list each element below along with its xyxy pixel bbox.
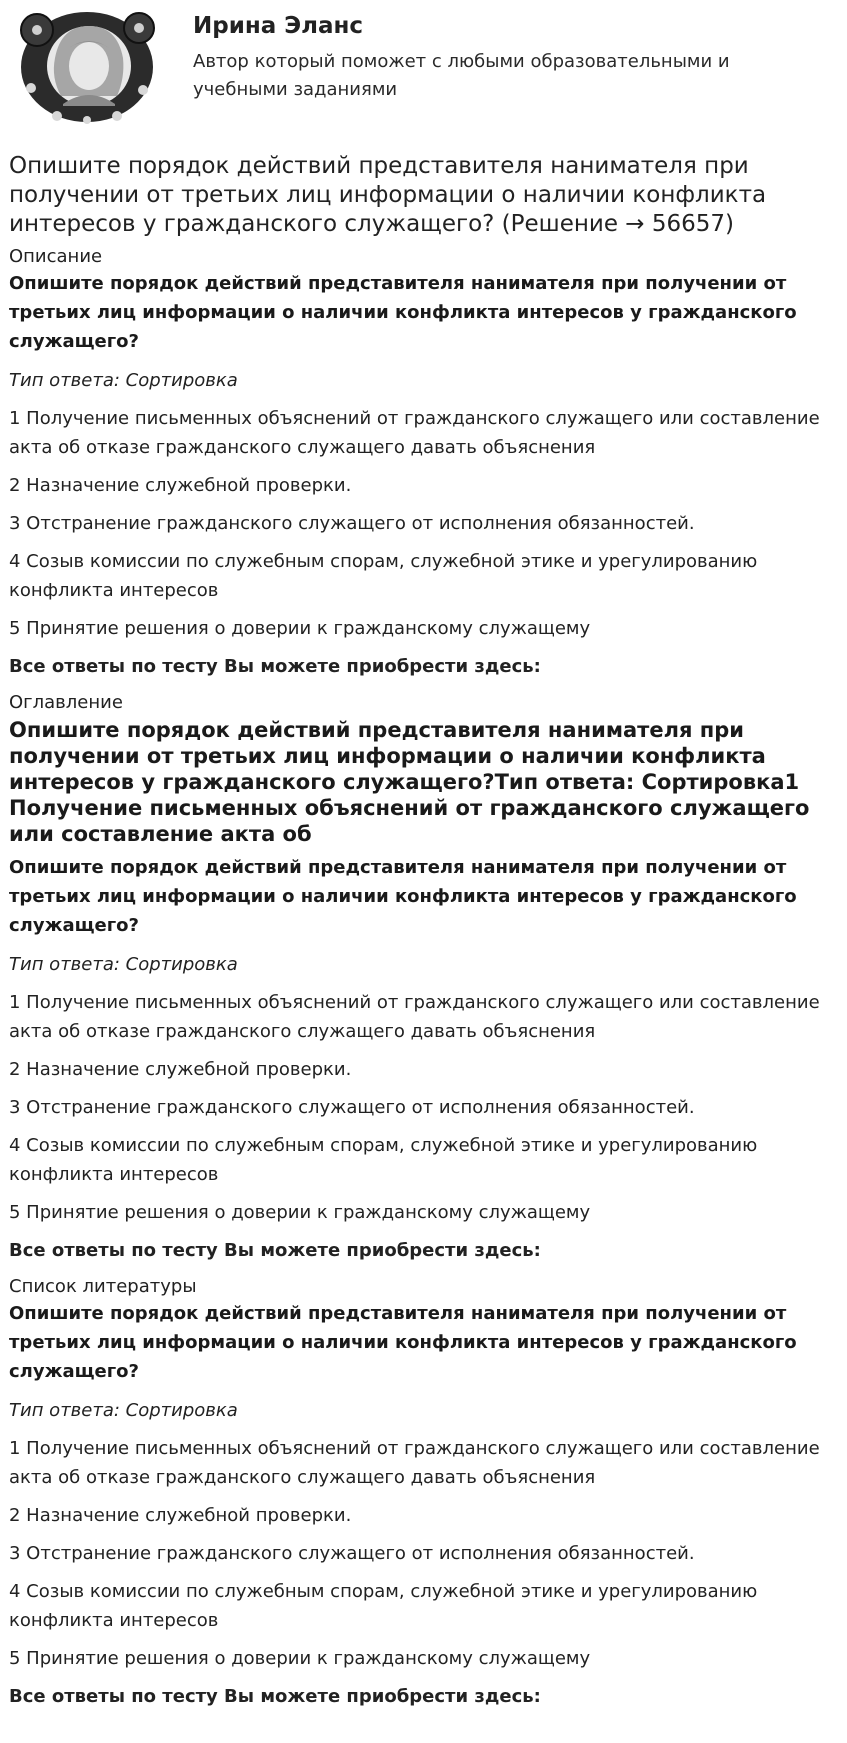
list-item: 2 Назначение служебной проверки. xyxy=(9,475,352,496)
buy-answers-text: Все ответы по тесту Вы можете приобрести здесь: xyxy=(9,1240,541,1261)
question-text: Опишите порядок действий представителя нанимателя при получении от третьих лиц информации о наличии конфликта интересов у гражданского служащего? xyxy=(9,273,797,352)
buy-answers-text: Все ответы по тесту Вы можете приобрести здесь: xyxy=(9,656,541,677)
list-item: 3 Отстранение гражданского служащего от исполнения обязанностей. xyxy=(9,1097,695,1118)
answer-type: Тип ответа: Сортировка xyxy=(9,954,238,975)
list-item: 1 Получение письменных объяснений от гражданского служащего или составление акта об отказе гражданского служащего давать объяснения xyxy=(9,408,820,458)
section-contents xyxy=(9,691,838,1265)
list-item: 2 Назначение служебной проверки. xyxy=(9,1059,352,1080)
author-card xyxy=(9,0,838,140)
list-item: 5 Принятие решения о доверии к гражданскому служащему xyxy=(9,1202,591,1223)
author-avatar[interactable] xyxy=(17,8,157,126)
section-bibliography xyxy=(9,1275,838,1711)
contents-heading: Опишите порядок действий представителя нанимателя при получении от третьих лиц информации о наличии конфликта интересов у гражданского служащего?Тип ответа: Сортировка1 Получение письменных объяснений от гражданского служащего или составление акта об xyxy=(9,718,810,846)
list-item: 4 Созыв комиссии по служебным спорам, служебной этике и урегулированию конфликта интересов xyxy=(9,551,758,601)
question-text: Опишите порядок действий представителя нанимателя при получении от третьих лиц информации о наличии конфликта интересов у гражданского служащего? xyxy=(9,857,797,936)
section-description xyxy=(9,245,838,681)
list-item: 5 Принятие решения о доверии к гражданскому служащему xyxy=(9,1648,591,1669)
list-item: 1 Получение письменных объяснений от гражданского служащего или составление акта об отказе гражданского служащего давать объяснения xyxy=(9,1438,820,1488)
list-item: 3 Отстранение гражданского служащего от исполнения обязанностей. xyxy=(9,1543,695,1564)
list-item: 4 Созыв комиссии по служебным спорам, служебной этике и урегулированию конфликта интересов xyxy=(9,1135,758,1185)
question-text: Опишите порядок действий представителя нанимателя при получении от третьих лиц информации о наличии конфликта интересов у гражданского служащего? xyxy=(9,1303,797,1382)
section-label: Оглавление xyxy=(9,692,123,713)
list-item: 2 Назначение служебной проверки. xyxy=(9,1505,352,1526)
answer-type: Тип ответа: Сортировка xyxy=(9,370,238,391)
list-item: 5 Принятие решения о доверии к гражданскому служащему xyxy=(9,618,591,639)
author-name[interactable]: Ирина Эланс xyxy=(193,13,364,39)
buy-answers-text: Все ответы по тесту Вы можете приобрести здесь: xyxy=(9,1686,541,1707)
list-item: 3 Отстранение гражданского служащего от исполнения обязанностей. xyxy=(9,513,695,534)
section-label: Список литературы xyxy=(9,1276,197,1297)
answer-type: Тип ответа: Сортировка xyxy=(9,1400,238,1421)
author-description: Автор который поможет с любыми образовательными и учебными заданиями xyxy=(193,51,730,100)
list-item: 4 Созыв комиссии по служебным спорам, служебной этике и урегулированию конфликта интересов xyxy=(9,1581,758,1631)
section-label: Описание xyxy=(9,246,103,267)
portrait-photo xyxy=(47,26,131,106)
page-title: Опишите порядок действий представителя нанимателя при получении от третьих лиц информации о наличии конфликта интересов у гражданского служащего? (Решение → 56657) xyxy=(9,153,767,237)
list-item: 1 Получение письменных объяснений от гражданского служащего или составление акта об отказе гражданского служащего давать объяснения xyxy=(9,992,820,1042)
